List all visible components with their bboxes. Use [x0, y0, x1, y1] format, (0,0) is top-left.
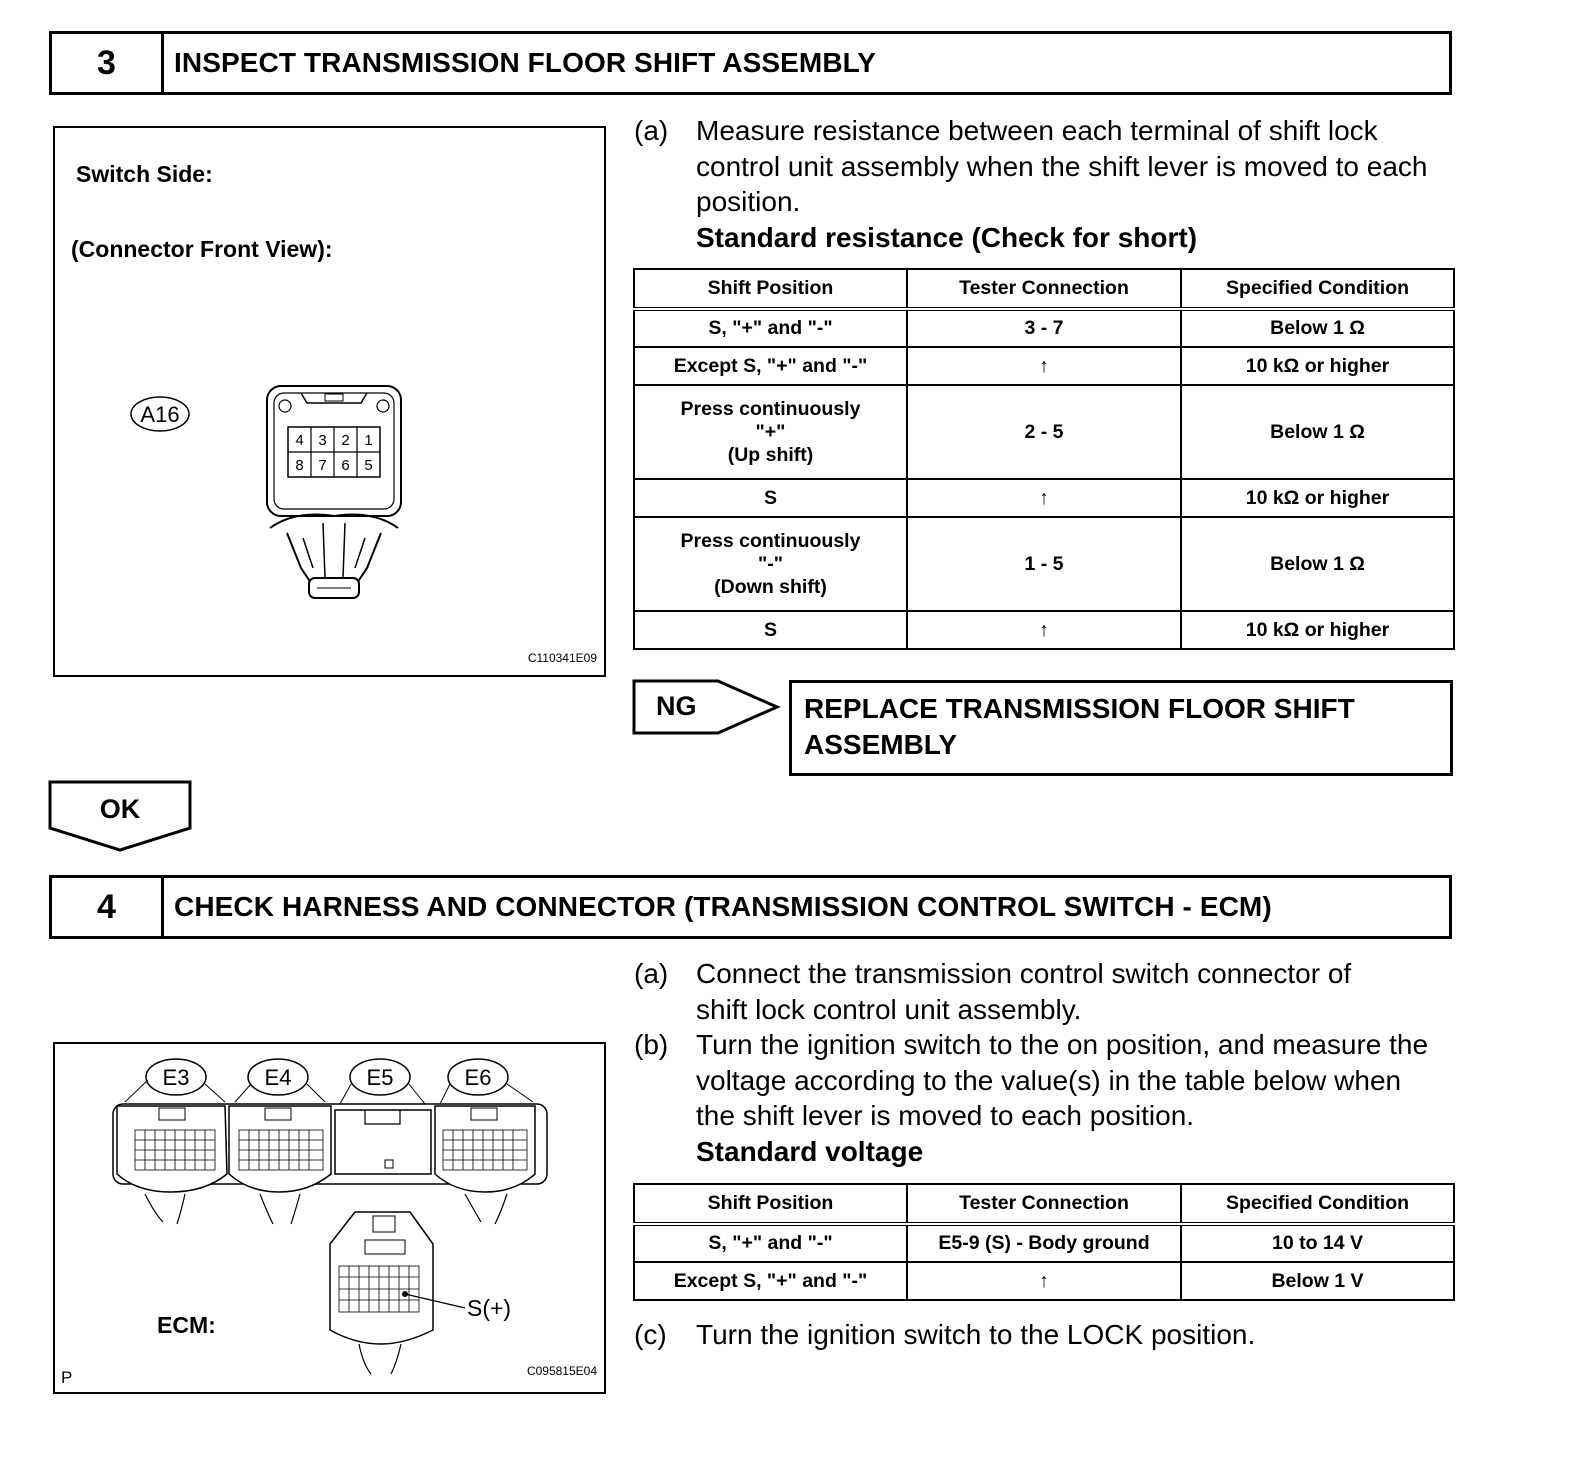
step-3-figure — [53, 126, 606, 677]
table-row — [634, 517, 1454, 611]
instruction-letter: (a) — [634, 115, 669, 146]
standard-voltage-title: Standard voltage — [696, 1135, 924, 1167]
cell-position: S, "+" and "-" — [634, 309, 907, 347]
step-3-header — [49, 31, 1452, 95]
connector-e3 — [117, 1106, 227, 1192]
step-3-title: INSPECT TRANSMISSION FLOOR SHIFT ASSEMBLY — [174, 47, 877, 78]
cell-connection: 2 - 5 — [907, 385, 1181, 479]
instruction-text: Turn the ignition switch to the LOCK position. — [696, 1319, 1256, 1350]
connector-e5 — [335, 1110, 431, 1174]
cell-connection: ↑ — [907, 611, 1181, 649]
instruction-text: Connect the transmission control switch connector of shift lock control unit assembly. — [696, 958, 1352, 1025]
instruction-letter: (b) — [634, 1029, 669, 1060]
cell-connection: ↑ — [907, 479, 1181, 517]
cell-connection: 1 - 5 — [907, 517, 1181, 611]
figure-code-c110341e09: C110341E09 — [527, 651, 597, 665]
switch-side-label: Switch Side: — [76, 161, 213, 187]
pin-4: 4 — [295, 432, 304, 449]
cell-position: Except S, "+" and "-" — [634, 1262, 907, 1300]
pin-2: 2 — [341, 432, 350, 449]
step-4-header — [49, 875, 1452, 939]
header-tester-connection: Tester Connection — [907, 1184, 1181, 1224]
instruction-letter: (c) — [634, 1319, 667, 1350]
ok-arrow — [48, 780, 196, 854]
cell-position: Press continuously "-" (Down shift) — [634, 517, 907, 611]
ng-action-text: REPLACE TRANSMISSION FLOOR SHIFT ASSEMBLY — [804, 693, 1355, 760]
cell-position: Except S, "+" and "-" — [634, 347, 907, 385]
cell-condition: 10 kΩ or higher — [1181, 479, 1454, 517]
cell-condition: Below 1 Ω — [1181, 309, 1454, 347]
instruction-a — [634, 956, 1444, 1027]
step-4-title: CHECK HARNESS AND CONNECTOR (TRANSMISSION CONTROL SWITCH - ECM) — [174, 891, 1272, 922]
cell-connection: E5-9 (S) - Body ground — [907, 1224, 1181, 1262]
cell-position: S, "+" and "-" — [634, 1224, 907, 1262]
cell-connection: 3 - 7 — [907, 309, 1181, 347]
cell-condition: 10 to 14 V — [1181, 1224, 1454, 1262]
connector-a16-diagram — [55, 128, 604, 675]
corner-mark: P — [61, 1368, 73, 1387]
standard-resistance-title: Standard resistance (Check for short) — [696, 221, 1198, 253]
pin-7: 7 — [318, 457, 327, 474]
connector-e6-label: E6 — [464, 1065, 492, 1090]
cell-condition: Below 1 V — [1181, 1262, 1454, 1300]
connector-e5-label: E5 — [366, 1065, 394, 1090]
ng-label: NG — [656, 691, 697, 721]
instruction-b — [634, 1027, 1444, 1134]
table-row — [634, 1224, 1454, 1262]
cell-condition: 10 kΩ or higher — [1181, 347, 1454, 385]
pin-5: 5 — [364, 457, 373, 474]
table-row — [634, 611, 1454, 649]
resistance-table — [633, 268, 1455, 650]
table-row — [634, 1262, 1454, 1300]
table-header-row — [634, 269, 1454, 309]
ng-arrow — [632, 678, 782, 738]
cell-condition: Below 1 Ω — [1181, 517, 1454, 611]
instruction-letter: (a) — [634, 958, 669, 989]
instruction-c — [634, 1317, 1444, 1353]
table-row — [634, 385, 1454, 479]
connector-id-label: A16 — [140, 402, 180, 427]
header-specified-condition: Specified Condition — [1181, 1184, 1454, 1224]
step-4-final-instruction — [634, 1317, 1444, 1353]
pin-1: 1 — [364, 432, 373, 449]
table-row — [634, 479, 1454, 517]
ng-action-box — [789, 680, 1453, 776]
cell-position: S — [634, 611, 907, 649]
step-3-number: 3 — [52, 34, 164, 92]
instruction-a — [634, 113, 1444, 220]
step-4-number: 4 — [52, 878, 164, 936]
terminal-s-plus-label: S(+) — [467, 1295, 512, 1321]
step-3-instructions — [634, 113, 1444, 255]
ok-label: OK — [99, 794, 141, 824]
pin-6: 6 — [341, 457, 350, 474]
ecm-connectors-diagram — [55, 1044, 604, 1392]
connector-e3-label: E3 — [162, 1065, 190, 1090]
header-tester-connection: Tester Connection — [907, 269, 1181, 309]
step-4-figure — [53, 1042, 606, 1394]
connector-e4-label: E4 — [264, 1065, 292, 1090]
figure-code-c095815e04: C095815E04 — [526, 1364, 597, 1378]
cell-connection: ↑ — [907, 347, 1181, 385]
cell-position: S — [634, 479, 907, 517]
ecm-side-connector — [330, 1212, 465, 1374]
pin-3: 3 — [318, 432, 327, 449]
header-shift-position: Shift Position — [634, 1184, 907, 1224]
connector-front-view-label: (Connector Front View): — [71, 236, 333, 262]
connector-e4 — [229, 1106, 331, 1192]
ecm-label: ECM: — [157, 1312, 216, 1338]
header-specified-condition: Specified Condition — [1181, 269, 1454, 309]
cell-position: Press continuously "+" (Up shift) — [634, 385, 907, 479]
table-row — [634, 347, 1454, 385]
connector-e6 — [435, 1106, 535, 1192]
step-4-instructions — [634, 956, 1444, 1169]
cell-condition: 10 kΩ or higher — [1181, 611, 1454, 649]
cell-condition: Below 1 Ω — [1181, 385, 1454, 479]
voltage-table — [633, 1183, 1455, 1301]
instruction-text: Turn the ignition switch to the on position, and measure the voltage according to the value(s) in the table below when the shift lever is moved to each position. — [696, 1029, 1429, 1131]
table-row — [634, 309, 1454, 347]
instruction-text: Measure resistance between each terminal of shift lock control unit assembly when the shift lever is moved to each position. — [696, 115, 1428, 217]
pin-8: 8 — [295, 457, 304, 474]
table-header-row — [634, 1184, 1454, 1224]
header-shift-position: Shift Position — [634, 269, 907, 309]
cell-connection: ↑ — [907, 1262, 1181, 1300]
